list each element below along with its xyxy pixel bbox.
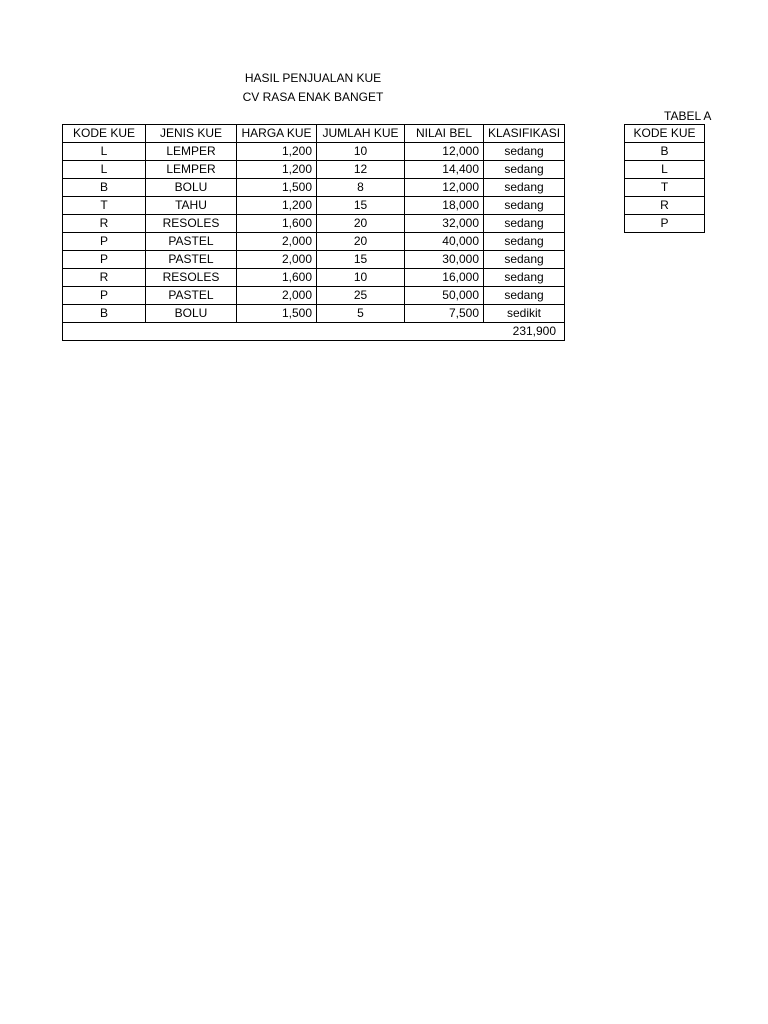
table-cell: sedang xyxy=(484,197,565,215)
table-cell: 10 xyxy=(317,143,405,161)
lookup-row xyxy=(625,143,705,161)
lookup-row xyxy=(625,161,705,179)
table-cell: PASTEL xyxy=(146,251,237,269)
lookup-row xyxy=(625,179,705,197)
table-cell: B xyxy=(63,179,146,197)
table-cell: 12,000 xyxy=(405,143,484,161)
table-cell: 14,400 xyxy=(405,161,484,179)
table-cell: P xyxy=(63,233,146,251)
table-cell: 10 xyxy=(317,269,405,287)
table-cell: 20 xyxy=(317,215,405,233)
table-cell: TAHU xyxy=(146,197,237,215)
table-cell: 7,500 xyxy=(405,305,484,323)
column-header: HARGA KUE xyxy=(237,125,317,143)
lookup-row xyxy=(625,215,705,233)
table-cell: 50,000 xyxy=(405,287,484,305)
table-cell: R xyxy=(63,269,146,287)
table-cell: 12,000 xyxy=(405,179,484,197)
table-cell: sedang xyxy=(484,251,565,269)
total-value: 231,900 xyxy=(63,323,565,341)
table-cell: 5 xyxy=(317,305,405,323)
lookup-cell: T xyxy=(625,179,705,197)
table-cell: sedang xyxy=(484,215,565,233)
lookup-cell: L xyxy=(625,161,705,179)
column-header: JENIS KUE xyxy=(146,125,237,143)
table-cell: 1,600 xyxy=(237,269,317,287)
lookup-table-label: TABEL A xyxy=(664,109,712,123)
table-cell: RESOLES xyxy=(146,269,237,287)
table-cell: sedikit xyxy=(484,305,565,323)
lookup-row xyxy=(625,197,705,215)
table-cell: PASTEL xyxy=(146,233,237,251)
lookup-cell: B xyxy=(625,143,705,161)
table-cell: 30,000 xyxy=(405,251,484,269)
table-cell: RESOLES xyxy=(146,215,237,233)
lookup-cell: R xyxy=(625,197,705,215)
table-cell: 1,200 xyxy=(237,197,317,215)
table-cell: 12 xyxy=(317,161,405,179)
table-cell: sedang xyxy=(484,161,565,179)
table-cell: LEMPER xyxy=(146,161,237,179)
column-header: KODE KUE xyxy=(63,125,146,143)
table-cell: 15 xyxy=(317,197,405,215)
table-cell: sedang xyxy=(484,143,565,161)
table-cell: 16,000 xyxy=(405,269,484,287)
table-cell: P xyxy=(63,251,146,269)
table-cell: BOLU xyxy=(146,305,237,323)
lookup-table xyxy=(624,124,705,233)
table-cell: sedang xyxy=(484,179,565,197)
table-cell: 25 xyxy=(317,287,405,305)
lookup-header: KODE KUE xyxy=(625,125,705,143)
lookup-cell: P xyxy=(625,215,705,233)
table-cell: 1,200 xyxy=(237,143,317,161)
table-cell: R xyxy=(63,215,146,233)
table-cell: 40,000 xyxy=(405,233,484,251)
table-cell: BOLU xyxy=(146,179,237,197)
table-cell: L xyxy=(63,143,146,161)
table-cell: 20 xyxy=(317,233,405,251)
table-cell: 2,000 xyxy=(237,251,317,269)
table-cell: 1,600 xyxy=(237,215,317,233)
table-cell: 32,000 xyxy=(405,215,484,233)
column-header: NILAI BEL xyxy=(405,125,484,143)
table-cell: 1,200 xyxy=(237,161,317,179)
table-cell: 15 xyxy=(317,251,405,269)
table-cell: 2,000 xyxy=(237,233,317,251)
table-cell: 18,000 xyxy=(405,197,484,215)
table-cell: T xyxy=(63,197,146,215)
table-cell: 1,500 xyxy=(237,305,317,323)
table-cell: PASTEL xyxy=(146,287,237,305)
table-cell: 2,000 xyxy=(237,287,317,305)
report-title: HASIL PENJUALAN KUE xyxy=(244,71,382,85)
column-header: JUMLAH KUE xyxy=(317,125,405,143)
table-cell: 8 xyxy=(317,179,405,197)
table-cell: sedang xyxy=(484,233,565,251)
column-header: KLASIFIKASI xyxy=(484,125,565,143)
table-cell: L xyxy=(63,161,146,179)
table-cell: LEMPER xyxy=(146,143,237,161)
table-cell: sedang xyxy=(484,287,565,305)
table-cell: sedang xyxy=(484,269,565,287)
table-cell: P xyxy=(63,287,146,305)
table-cell: B xyxy=(63,305,146,323)
table-cell: 1,500 xyxy=(237,179,317,197)
company-name: CV RASA ENAK BANGET xyxy=(242,90,384,104)
